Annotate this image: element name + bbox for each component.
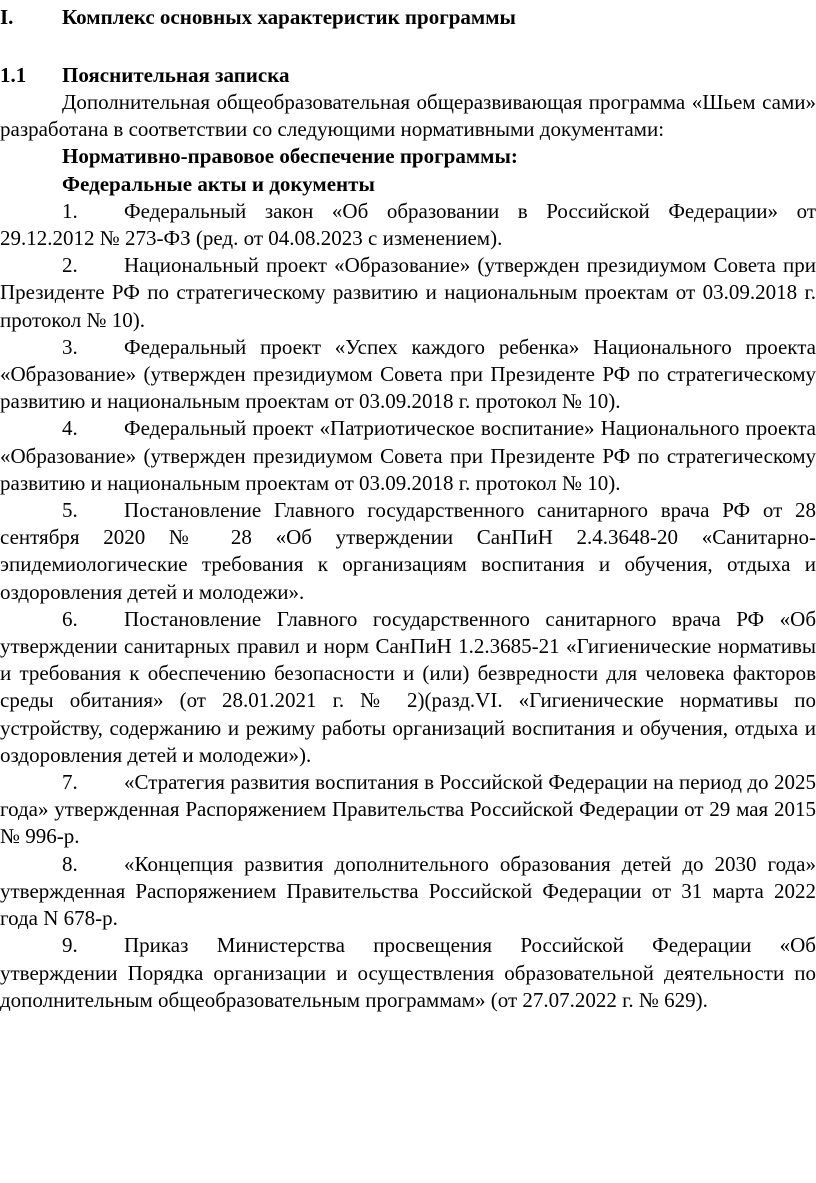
list-item-number: 1. — [62, 198, 78, 223]
list-item-text: Постановление Главного государственного санитарного врача РФ «Об утверждении санитарных правил и норм СанПиН 1.2.3685-21 «Гигиенические нормативы и требования к обеспечению безопасности и (или) безвредности для человека факторов среды обитания» (от 28.01.2021 г. № 2)(разд.VI. «Гигиенические нормативы по устройству, содержанию и режиму работы организаций воспитания и обучения, отдыха и оздоровления детей и молодежи»). — [0, 606, 816, 767]
federal-heading: Федеральные акты и документы — [62, 171, 375, 196]
subsection-heading — [0, 62, 816, 89]
list-item-number: 9. — [62, 933, 78, 958]
subsection-number: 1.1 — [0, 63, 27, 87]
document-list — [0, 198, 816, 1014]
list-item — [0, 497, 816, 606]
list-item-number: 6. — [62, 606, 78, 631]
list-item-number: 3. — [62, 334, 78, 359]
section-title: Комплекс основных характеристик программы — [62, 5, 516, 29]
list-item-text: «Стратегия развития воспитания в Российской Федерации на период до 2025 года» утвержденная Распоряжением Правительства Российской Федерации от 29 мая 2015 № 996-р. — [0, 770, 816, 849]
list-item — [0, 334, 816, 416]
list-item-number: 7. — [62, 770, 78, 795]
list-item-number: 8. — [62, 851, 78, 876]
list-item — [0, 769, 816, 851]
list-item-number: 4. — [62, 416, 78, 441]
support-heading: Нормативно-правовое обеспечение программы: — [62, 144, 518, 169]
list-item-text: Приказ Министерства просвещения Российской Федерации «Об утверждении Порядка организации и осуществления образовательной деятельности по дополнительным общеобразовательным программам» (от 27.07.2022 г. № 629). — [0, 933, 816, 1012]
list-item — [0, 932, 816, 1014]
list-item — [0, 198, 816, 252]
intro-paragraph: Дополнительная общеобразовательная общеразвивающая программа «Шьем сами» разработана в соответствии со следующими нормативными документами: — [0, 90, 816, 142]
list-item-text: Федеральный закон «Об образовании в Российской Федерации» от 29.12.2012 № 273-ФЗ (ред. от 04.08.2023 с изменением). — [0, 198, 816, 251]
list-item — [0, 415, 816, 497]
section-heading — [0, 4, 816, 31]
list-item-text: Федеральный проект «Патриотическое воспитание» Национального проекта «Образование» (утвержден президиумом Совета при Президенте РФ по стратегическому развитию и национальным проектам от 03.09.2018 г. протокол № 10). — [0, 416, 816, 495]
list-item-text: Федеральный проект «Успех каждого ребенка» Национального проекта «Образование» (утвержден президиумом Совета при Президенте РФ по стратегическому развитию и национальным проектам от 03.09.2018 г. протокол № 10). — [0, 334, 816, 414]
subsection-title: Пояснительная записка — [62, 63, 290, 87]
list-item-text: «Концепция развития дополнительного образования детей до 2030 года» утвержденная Распоряжением Правительства Российской Федерации от 31 марта 2022 года N 678-р. — [0, 851, 816, 931]
list-item — [0, 851, 816, 933]
section-number: I. — [0, 5, 14, 29]
list-item-text: Национальный проект «Образование» (утвержден президиумом Совета при Президенте РФ по стратегическому развитию и национальным проектам от 03.09.2018 г. протокол № 10). — [0, 253, 816, 332]
list-item — [0, 252, 816, 334]
list-item — [0, 606, 816, 769]
list-item-number: 2. — [62, 253, 78, 278]
list-item-text: Постановление Главного государственного санитарного врача РФ от 28 сентября 2020 № 28 «Об утверждении СанПиН 2.4.3648-20 «Санитарно-эпидемиологические требования к организациям воспитания и обучения, отдыха и оздоровления детей и молодежи». — [0, 498, 816, 604]
list-item-number: 5. — [62, 498, 78, 523]
